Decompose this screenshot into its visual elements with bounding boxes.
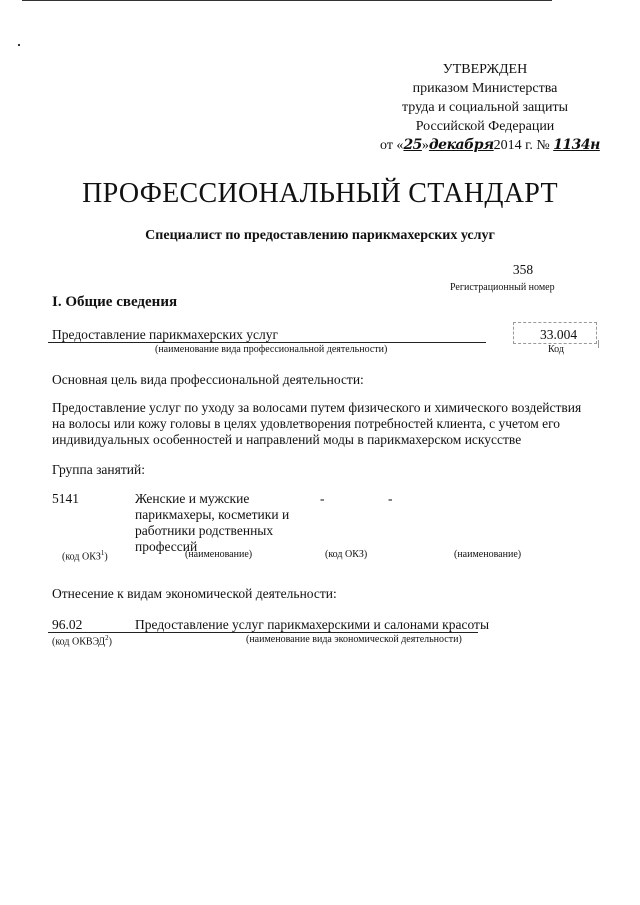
group-code-2: - bbox=[320, 491, 325, 506]
goal-text: Предоставление услуг по уходу за волосами путем физического и химического воздействия на волосы или кожу головы в целях удовлетворения потребностей клиента, с учетом его индивидуальных особенностей и направлений моды в парикмахерском искусстве bbox=[52, 400, 582, 447]
approval-line: приказом Министерства bbox=[412, 81, 558, 96]
group-name-2: - bbox=[388, 491, 393, 506]
approval-heading: УТВЕРЖДЕН bbox=[442, 62, 528, 77]
caption-okz-1-text: (код ОКЗ bbox=[62, 551, 101, 563]
date-prefix: от « bbox=[380, 138, 404, 153]
code-caption: Код bbox=[548, 344, 564, 355]
caption-okved-sup: 2 bbox=[105, 634, 109, 642]
page-subtitle: Специалист по предоставлению парикмахерских услуг bbox=[145, 228, 495, 243]
okved-name: Предоставление услуг парикмахерскими и салонами красоты bbox=[135, 617, 490, 632]
econ-label: Отнесение к видам экономической деятельности: bbox=[52, 586, 337, 601]
caption-name-1: (наименование) bbox=[185, 549, 253, 560]
section-heading: I. Общие сведения bbox=[52, 294, 178, 310]
approval-date-line bbox=[380, 136, 600, 155]
activity-underline bbox=[48, 342, 486, 343]
activity-name: Предоставление парикмахерских услуг bbox=[52, 327, 279, 342]
caption-name-2: (наименование) bbox=[454, 549, 522, 560]
page-title: ПРОФЕССИОНАЛЬНЫЙ СТАНДАРТ bbox=[82, 178, 558, 209]
activity-caption: (наименование вида профессиональной деятельности) bbox=[155, 344, 388, 355]
date-month: декабря bbox=[428, 137, 494, 153]
group-name-1: Женские и мужские парикмахеры, косметики и работники родственных профессий bbox=[135, 491, 290, 554]
scan-edge-line bbox=[22, 0, 552, 1]
scan-speck bbox=[598, 340, 599, 348]
goal-label: Основная цель вида профессиональной деятельности: bbox=[52, 372, 364, 387]
order-number: 1134н bbox=[553, 137, 600, 153]
okved-underline bbox=[48, 632, 478, 633]
approval-line: труда и социальной защиты bbox=[402, 100, 568, 115]
caption-okz-1 bbox=[62, 549, 108, 562]
caption-okved-text: (код ОКВЭД bbox=[52, 636, 106, 648]
date-mid: » bbox=[421, 138, 429, 153]
caption-okved-end: ) bbox=[108, 636, 112, 648]
caption-okz-2: (код ОКЗ) bbox=[325, 549, 368, 560]
caption-okz-1-sup: 1 bbox=[100, 549, 105, 557]
registration-label: Регистрационный номер bbox=[450, 282, 555, 293]
okved-code: 96.02 bbox=[52, 617, 83, 632]
date-day: 25 bbox=[403, 137, 422, 153]
caption-okved-name: (наименование вида экономической деятельности) bbox=[246, 634, 462, 645]
code-value: 33.004 bbox=[540, 327, 578, 342]
group-label: Группа занятий: bbox=[52, 462, 145, 477]
group-code-1: 5141 bbox=[52, 491, 79, 506]
scan-speck bbox=[18, 44, 20, 46]
caption-okved bbox=[52, 634, 112, 647]
date-year: 2014 г. № bbox=[493, 138, 550, 153]
approval-line: Российской Федерации bbox=[415, 119, 555, 134]
caption-okz-1-end: ) bbox=[104, 551, 108, 563]
approval-block bbox=[380, 60, 600, 155]
registration-number: 358 bbox=[512, 262, 534, 277]
